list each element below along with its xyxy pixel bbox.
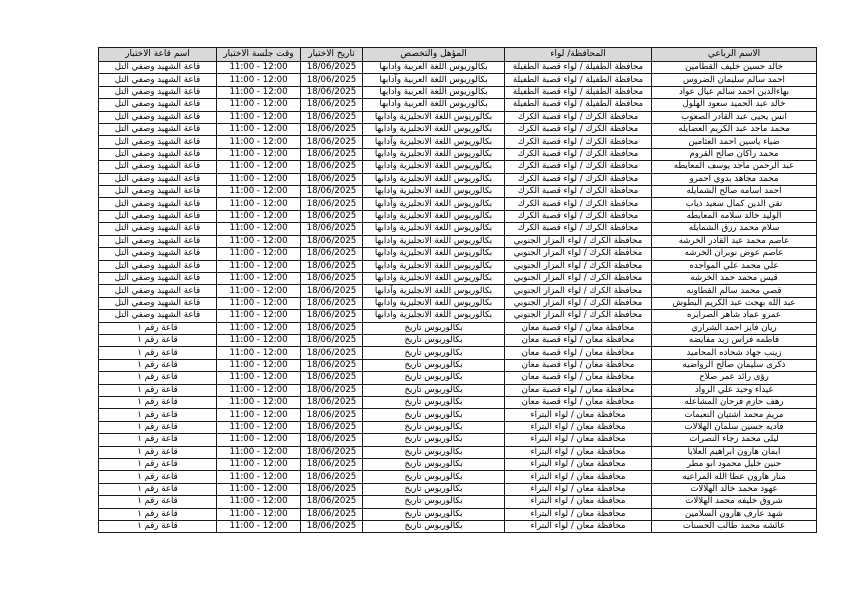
cell-gov: محافظة معان / لواء البتراء (505, 434, 652, 446)
cell-date: 18/06/2025 (301, 260, 363, 272)
cell-hall: قاعة رقم ١ (99, 372, 217, 384)
cell-time: 11:00 - 12:00 (217, 384, 301, 396)
cell-name: عبد الله بهجت عبد الكريم البطوش (652, 297, 817, 309)
cell-name: شهد عارف هارون السلامين (652, 508, 817, 520)
cell-qual: بكالوريوس اللغة الانجليزية وآدابها (363, 260, 505, 272)
cell-qual: بكالوريوس اللغة الانجليزية وآدابها (363, 161, 505, 173)
cell-qual: بكالوريوس اللغة الانجليزية وآدابها (363, 248, 505, 260)
cell-date: 18/06/2025 (301, 248, 363, 260)
table-row (99, 248, 817, 260)
cell-hall: قاعة الشهيد وصفي التل (99, 210, 217, 222)
cell-qual: بكالوريوس تاريخ (363, 508, 505, 520)
cell-name: منار هارون عطا الله المراعيه (652, 471, 817, 483)
table-row (99, 124, 817, 136)
cell-hall: قاعة الشهيد وصفي التل (99, 285, 217, 297)
cell-name: رهف حازم فرحان المشاعله (652, 396, 817, 408)
cell-qual: بكالوريوس اللغة الانجليزية وآدابها (363, 186, 505, 198)
cell-date: 18/06/2025 (301, 62, 363, 74)
cell-hall: قاعة الشهيد وصفي التل (99, 86, 217, 98)
cell-qual: بكالوريوس اللغة الانجليزية وآدابها (363, 285, 505, 297)
cell-name: مريم محمد اشتيان النعيمات (652, 409, 817, 421)
table-row (99, 334, 817, 346)
cell-time: 11:00 - 12:00 (217, 508, 301, 520)
cell-qual: بكالوريوس تاريخ (363, 471, 505, 483)
cell-name: ذكرى سليمان صالح الرواضيه (652, 359, 817, 371)
cell-time: 11:00 - 12:00 (217, 136, 301, 148)
cell-date: 18/06/2025 (301, 161, 363, 173)
cell-time: 11:00 - 12:00 (217, 111, 301, 123)
cell-time: 11:00 - 12:00 (217, 372, 301, 384)
cell-date: 18/06/2025 (301, 508, 363, 520)
cell-qual: بكالوريوس اللغة العربية وآدابها (363, 62, 505, 74)
cell-time: 11:00 - 12:00 (217, 297, 301, 309)
cell-gov: محافظة الكرك / لواء قصبة الكرك (505, 111, 652, 123)
table-row (99, 186, 817, 198)
cell-time: 11:00 - 12:00 (217, 434, 301, 446)
table-row (99, 111, 817, 123)
cell-time: 11:00 - 12:00 (217, 186, 301, 198)
cell-name: فاديه حسين سلمان الهلالات (652, 421, 817, 433)
cell-date: 18/06/2025 (301, 186, 363, 198)
cell-gov: محافظة الكرك / لواء المزار الجنوبي (505, 285, 652, 297)
cell-name: عمرو عماد شاهر الصرايره (652, 310, 817, 322)
cell-qual: بكالوريوس تاريخ (363, 334, 505, 346)
cell-name: قصي محمد سالم القطاونه (652, 285, 817, 297)
table-row (99, 272, 817, 284)
cell-qual: بكالوريوس اللغة الانجليزية وآدابها (363, 198, 505, 210)
cell-qual: بكالوريوس اللغة الانجليزية وآدابها (363, 210, 505, 222)
cell-date: 18/06/2025 (301, 334, 363, 346)
cell-gov: محافظة معان / لواء قصبة معان (505, 347, 652, 359)
cell-date: 18/06/2025 (301, 111, 363, 123)
cell-hall: قاعة الشهيد وصفي التل (99, 260, 217, 272)
table-row (99, 223, 817, 235)
table-row (99, 297, 817, 309)
table-row (99, 322, 817, 334)
cell-qual: بكالوريوس تاريخ (363, 459, 505, 471)
cell-date: 18/06/2025 (301, 198, 363, 210)
table-row (99, 148, 817, 160)
cell-gov: محافظة معان / لواء البتراء (505, 459, 652, 471)
cell-gov: محافظة معان / لواء قصبة معان (505, 334, 652, 346)
cell-date: 18/06/2025 (301, 396, 363, 408)
cell-qual: بكالوريوس تاريخ (363, 496, 505, 508)
cell-name: علي محمد علي المواجده (652, 260, 817, 272)
cell-hall: قاعة رقم ١ (99, 434, 217, 446)
table-row (99, 136, 817, 148)
cell-name: احمد اسامه صالح الشمايله (652, 186, 817, 198)
cell-time: 11:00 - 12:00 (217, 272, 301, 284)
cell-gov: محافظة معان / لواء البتراء (505, 446, 652, 458)
cell-date: 18/06/2025 (301, 99, 363, 111)
cell-qual: بكالوريوس اللغة الانجليزية وآدابها (363, 223, 505, 235)
cell-gov: محافظة الكرك / لواء قصبة الكرك (505, 161, 652, 173)
cell-date: 18/06/2025 (301, 223, 363, 235)
cell-hall: قاعة رقم ١ (99, 521, 217, 533)
cell-hall: قاعة رقم ١ (99, 471, 217, 483)
cell-qual: بكالوريوس تاريخ (363, 396, 505, 408)
cell-date: 18/06/2025 (301, 124, 363, 136)
cell-qual: بكالوريوس اللغة العربية وآدابها (363, 99, 505, 111)
cell-date: 18/06/2025 (301, 86, 363, 98)
cell-qual: بكالوريوس تاريخ (363, 372, 505, 384)
cell-date: 18/06/2025 (301, 409, 363, 421)
cell-time: 11:00 - 12:00 (217, 198, 301, 210)
cell-name: عهود محمد خالد الهلالات (652, 483, 817, 495)
cell-hall: قاعة الشهيد وصفي التل (99, 310, 217, 322)
cell-hall: قاعة رقم ١ (99, 347, 217, 359)
cell-date: 18/06/2025 (301, 496, 363, 508)
cell-date: 18/06/2025 (301, 235, 363, 247)
cell-name: حنين خليل محمود ابو مطر (652, 459, 817, 471)
cell-name: ايمان هارون ابراهيم العلايا (652, 446, 817, 458)
cell-name: محمد راكان صالح القروم (652, 148, 817, 160)
cell-date: 18/06/2025 (301, 446, 363, 458)
cell-date: 18/06/2025 (301, 483, 363, 495)
cell-qual: بكالوريوس تاريخ (363, 359, 505, 371)
table-row (99, 235, 817, 247)
cell-time: 11:00 - 12:00 (217, 235, 301, 247)
cell-name: خالد عبد الحميد سعود الهلول (652, 99, 817, 111)
cell-gov: محافظة الطفيلة / لواء قصبة الطفيلة (505, 99, 652, 111)
cell-qual: بكالوريوس اللغة الانجليزية وآدابها (363, 136, 505, 148)
cell-hall: قاعة الشهيد وصفي التل (99, 161, 217, 173)
cell-gov: محافظة الطفيلة / لواء قصبة الطفيلة (505, 62, 652, 74)
cell-qual: بكالوريوس اللغة الانجليزية وآدابها (363, 310, 505, 322)
cell-time: 11:00 - 12:00 (217, 359, 301, 371)
header-cell-name: الاسم الرباعي (652, 48, 817, 62)
cell-time: 11:00 - 12:00 (217, 248, 301, 260)
cell-qual: بكالوريوس اللغة العربية وآدابها (363, 74, 505, 86)
cell-hall: قاعة رقم ١ (99, 508, 217, 520)
table-row (99, 260, 817, 272)
cell-gov: محافظة الكرك / لواء قصبة الكرك (505, 210, 652, 222)
cell-qual: بكالوريوس اللغة الانجليزية وآدابها (363, 235, 505, 247)
cell-hall: قاعة الشهيد وصفي التل (99, 198, 217, 210)
cell-time: 11:00 - 12:00 (217, 86, 301, 98)
cell-gov: محافظة معان / لواء البتراء (505, 421, 652, 433)
cell-date: 18/06/2025 (301, 74, 363, 86)
cell-gov: محافظة الكرك / لواء المزار الجنوبي (505, 310, 652, 322)
cell-gov: محافظة الكرك / لواء المزار الجنوبي (505, 248, 652, 260)
cell-hall: قاعة رقم ١ (99, 483, 217, 495)
cell-date: 18/06/2025 (301, 471, 363, 483)
cell-time: 11:00 - 12:00 (217, 496, 301, 508)
cell-gov: محافظة الكرك / لواء قصبة الكرك (505, 223, 652, 235)
header-cell-gov: المحافظة/ لواء (505, 48, 652, 62)
table-row (99, 210, 817, 222)
cell-name: ريان فايز احمد الشراري (652, 322, 817, 334)
cell-date: 18/06/2025 (301, 421, 363, 433)
header-cell-date: تاريخ الاختبار (301, 48, 363, 62)
cell-time: 11:00 - 12:00 (217, 521, 301, 533)
cell-gov: محافظة معان / لواء البتراء (505, 521, 652, 533)
table-row (99, 74, 817, 86)
cell-name: شروق خليفه محمد الهلالات (652, 496, 817, 508)
cell-hall: قاعة الشهيد وصفي التل (99, 62, 217, 74)
cell-gov: محافظة الطفيلة / لواء قصبة الطفيلة (505, 86, 652, 98)
cell-hall: قاعة رقم ١ (99, 359, 217, 371)
cell-hall: قاعة الشهيد وصفي التل (99, 173, 217, 185)
cell-name: عاصم عوض نوبران الخرشه (652, 248, 817, 260)
table-row (99, 421, 817, 433)
table-row (99, 173, 817, 185)
cell-time: 11:00 - 12:00 (217, 148, 301, 160)
cell-qual: بكالوريوس تاريخ (363, 421, 505, 433)
cell-time: 11:00 - 12:00 (217, 347, 301, 359)
cell-qual: بكالوريوس اللغة الانجليزية وآدابها (363, 297, 505, 309)
cell-hall: قاعة الشهيد وصفي التل (99, 235, 217, 247)
cell-time: 11:00 - 12:00 (217, 322, 301, 334)
cell-name: ضياء ياسين احمد العثامين (652, 136, 817, 148)
cell-qual: بكالوريوس تاريخ (363, 409, 505, 421)
cell-qual: بكالوريوس تاريخ (363, 446, 505, 458)
cell-time: 11:00 - 12:00 (217, 334, 301, 346)
cell-name: انس يحيى عبد القادر الصعوب (652, 111, 817, 123)
cell-hall: قاعة الشهيد وصفي التل (99, 272, 217, 284)
cell-time: 11:00 - 12:00 (217, 161, 301, 173)
cell-hall: قاعة الشهيد وصفي التل (99, 111, 217, 123)
cell-time: 11:00 - 12:00 (217, 459, 301, 471)
cell-time: 11:00 - 12:00 (217, 62, 301, 74)
cell-gov: محافظة معان / لواء البتراء (505, 483, 652, 495)
table-row (99, 521, 817, 533)
cell-qual: بكالوريوس تاريخ (363, 322, 505, 334)
cell-name: فاطمه فراس زيد مفايضه (652, 334, 817, 346)
cell-hall: قاعة رقم ١ (99, 446, 217, 458)
cell-time: 11:00 - 12:00 (217, 471, 301, 483)
table-body (99, 62, 817, 533)
cell-gov: محافظة معان / لواء البتراء (505, 471, 652, 483)
cell-hall: قاعة الشهيد وصفي التل (99, 248, 217, 260)
cell-name: خالد حسين خليف القطامين (652, 62, 817, 74)
cell-date: 18/06/2025 (301, 372, 363, 384)
table-row (99, 496, 817, 508)
cell-gov: محافظة معان / لواء البتراء (505, 409, 652, 421)
cell-time: 11:00 - 12:00 (217, 99, 301, 111)
cell-name: عائشه محمد طالب الحسنات (652, 521, 817, 533)
table-row (99, 409, 817, 421)
cell-name: تقي الدين كمال سعيد ذياب (652, 198, 817, 210)
cell-date: 18/06/2025 (301, 136, 363, 148)
cell-gov: محافظة الكرك / لواء المزار الجنوبي (505, 272, 652, 284)
cell-gov: محافظة الكرك / لواء قصبة الكرك (505, 124, 652, 136)
cell-time: 11:00 - 12:00 (217, 124, 301, 136)
table-row (99, 62, 817, 74)
cell-hall: قاعة رقم ١ (99, 384, 217, 396)
table-row (99, 384, 817, 396)
cell-gov: محافظة الكرك / لواء المزار الجنوبي (505, 260, 652, 272)
table-row (99, 471, 817, 483)
table-row (99, 99, 817, 111)
cell-date: 18/06/2025 (301, 384, 363, 396)
cell-time: 11:00 - 12:00 (217, 310, 301, 322)
table-row (99, 434, 817, 446)
cell-time: 11:00 - 12:00 (217, 210, 301, 222)
cell-time: 11:00 - 12:00 (217, 285, 301, 297)
cell-time: 11:00 - 12:00 (217, 421, 301, 433)
cell-date: 18/06/2025 (301, 434, 363, 446)
cell-gov: محافظة الكرك / لواء المزار الجنوبي (505, 297, 652, 309)
cell-qual: بكالوريوس اللغة العربية وآدابها (363, 86, 505, 98)
cell-gov: محافظة معان / لواء قصبة معان (505, 396, 652, 408)
cell-hall: قاعة الشهيد وصفي التل (99, 136, 217, 148)
cell-date: 18/06/2025 (301, 347, 363, 359)
header-row (99, 48, 817, 62)
cell-date: 18/06/2025 (301, 359, 363, 371)
cell-gov: محافظة معان / لواء البتراء (505, 496, 652, 508)
cell-name: سلام محمد رزق الشمايله (652, 223, 817, 235)
cell-time: 11:00 - 12:00 (217, 446, 301, 458)
table-row (99, 285, 817, 297)
cell-name: محمد ماجد عبد الكريم العضايله (652, 124, 817, 136)
cell-hall: قاعة رقم ١ (99, 421, 217, 433)
table-row (99, 310, 817, 322)
table-row (99, 396, 817, 408)
cell-time: 11:00 - 12:00 (217, 396, 301, 408)
cell-time: 11:00 - 12:00 (217, 483, 301, 495)
cell-hall: قاعة رقم ١ (99, 322, 217, 334)
cell-name: رؤى رائد عمر صلاح (652, 372, 817, 384)
cell-gov: محافظة الكرك / لواء قصبة الكرك (505, 173, 652, 185)
cell-gov: محافظة الكرك / لواء قصبة الكرك (505, 136, 652, 148)
cell-hall: قاعة الشهيد وصفي التل (99, 186, 217, 198)
table-row (99, 446, 817, 458)
cell-time: 11:00 - 12:00 (217, 74, 301, 86)
cell-hall: قاعة الشهيد وصفي التل (99, 74, 217, 86)
cell-qual: بكالوريوس تاريخ (363, 384, 505, 396)
table-row (99, 508, 817, 520)
header-cell-qual: المؤهل والتخصص (363, 48, 505, 62)
cell-date: 18/06/2025 (301, 173, 363, 185)
cell-qual: بكالوريوس اللغة الانجليزية وآدابها (363, 124, 505, 136)
cell-name: محمد مجاهد بدوي احمرو (652, 173, 817, 185)
cell-name: بهاءالدين احمد سالم عبال عواد (652, 86, 817, 98)
cell-date: 18/06/2025 (301, 285, 363, 297)
cell-hall: قاعة رقم ١ (99, 409, 217, 421)
header-cell-hall: اسم قاعة الاختبار (99, 48, 217, 62)
cell-hall: قاعة رقم ١ (99, 334, 217, 346)
cell-date: 18/06/2025 (301, 148, 363, 160)
cell-gov: محافظة الكرك / لواء قصبة الكرك (505, 148, 652, 160)
cell-hall: قاعة الشهيد وصفي التل (99, 99, 217, 111)
table-row (99, 86, 817, 98)
cell-date: 18/06/2025 (301, 272, 363, 284)
cell-date: 18/06/2025 (301, 322, 363, 334)
cell-gov: محافظة معان / لواء قصبة معان (505, 359, 652, 371)
cell-date: 18/06/2025 (301, 310, 363, 322)
cell-qual: بكالوريوس اللغة الانجليزية وآدابها (363, 111, 505, 123)
cell-hall: قاعة رقم ١ (99, 459, 217, 471)
cell-hall: قاعة الشهيد وصفي التل (99, 223, 217, 235)
cell-time: 11:00 - 12:00 (217, 260, 301, 272)
cell-gov: محافظة معان / لواء قصبة معان (505, 372, 652, 384)
table-row (99, 372, 817, 384)
table-row (99, 347, 817, 359)
cell-gov: محافظة الكرك / لواء المزار الجنوبي (505, 235, 652, 247)
cell-name: غيداء وحيد علي الرواد (652, 384, 817, 396)
table-row (99, 459, 817, 471)
cell-qual: بكالوريوس اللغة الانجليزية وآدابها (363, 173, 505, 185)
cell-qual: بكالوريوس اللغة الانجليزية وآدابها (363, 148, 505, 160)
header-cell-time: وقت جلسة الاختبار (217, 48, 301, 62)
cell-name: عبد الرحمن ماجد يوسف المعايطه (652, 161, 817, 173)
cell-gov: محافظة الكرك / لواء قصبة الكرك (505, 186, 652, 198)
cell-date: 18/06/2025 (301, 210, 363, 222)
cell-hall: قاعة رقم ١ (99, 496, 217, 508)
cell-hall: قاعة الشهيد وصفي التل (99, 297, 217, 309)
cell-qual: بكالوريوس تاريخ (363, 347, 505, 359)
table-row (99, 483, 817, 495)
cell-gov: محافظة الكرك / لواء قصبة الكرك (505, 198, 652, 210)
cell-name: عاصم محمد عبد القادر الخرشه (652, 235, 817, 247)
table-row (99, 359, 817, 371)
cell-date: 18/06/2025 (301, 297, 363, 309)
cell-date: 18/06/2025 (301, 521, 363, 533)
cell-name: زينب جهاد شحاده المحاميد (652, 347, 817, 359)
cell-hall: قاعة الشهيد وصفي التل (99, 148, 217, 160)
cell-qual: بكالوريوس تاريخ (363, 521, 505, 533)
cell-time: 11:00 - 12:00 (217, 173, 301, 185)
cell-hall: قاعة الشهيد وصفي التل (99, 124, 217, 136)
cell-qual: بكالوريوس اللغة الانجليزية وآدابها (363, 272, 505, 284)
cell-time: 11:00 - 12:00 (217, 409, 301, 421)
cell-date: 18/06/2025 (301, 459, 363, 471)
cell-time: 11:00 - 12:00 (217, 223, 301, 235)
cell-qual: بكالوريوس تاريخ (363, 434, 505, 446)
cell-name: الوليد خالد سلامه المعايطه (652, 210, 817, 222)
cell-name: ليلى محمد رجاء النصرات (652, 434, 817, 446)
cell-gov: محافظة معان / لواء البتراء (505, 508, 652, 520)
cell-hall: قاعة رقم ١ (99, 396, 217, 408)
cell-gov: محافظة معان / لواء قصبة معان (505, 384, 652, 396)
cell-gov: محافظة الطفيلة / لواء قصبة الطفيلة (505, 74, 652, 86)
cell-name: احمد سالم سليمان الضروس (652, 74, 817, 86)
table-row (99, 161, 817, 173)
table-row (99, 198, 817, 210)
exam-table (98, 47, 817, 533)
cell-gov: محافظة معان / لواء قصبة معان (505, 322, 652, 334)
cell-name: قيس محمد حمد الخرشه (652, 272, 817, 284)
cell-qual: بكالوريوس تاريخ (363, 483, 505, 495)
